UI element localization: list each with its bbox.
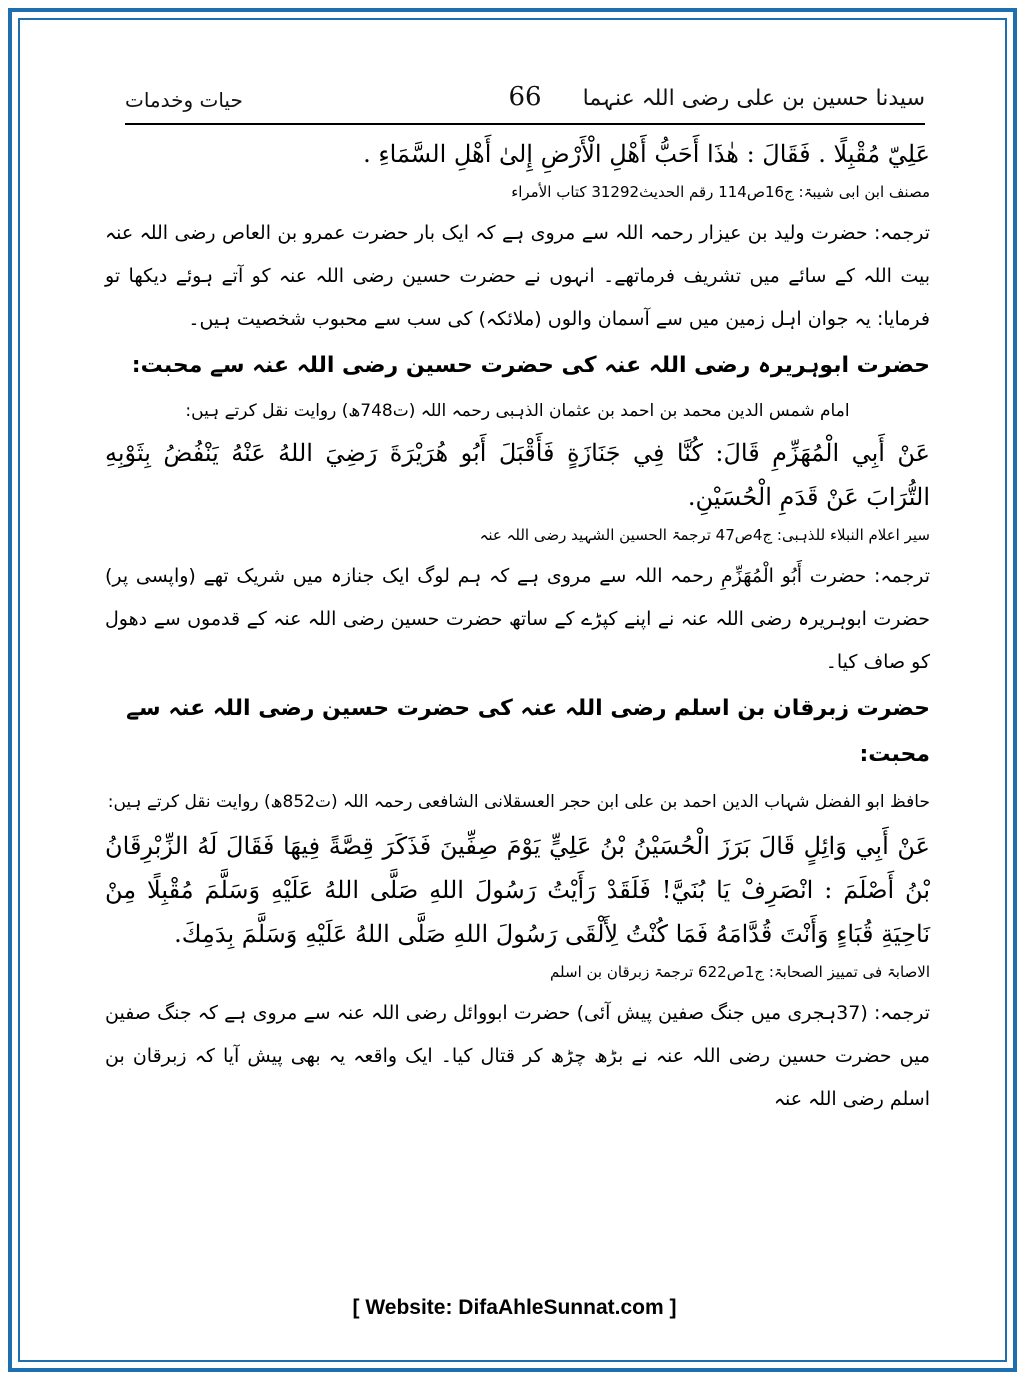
page-header xyxy=(125,80,925,120)
arabic-text-1: عَلِيّ مُقْبِلًا . فَقَالَ : هٰذَا أَحَبُّ أَهْلِ الْأَرْضِ إِلىٰ أَهْلِ السَّمَاءِ . xyxy=(363,140,930,168)
reference-3: الاصابۃ فی تمییز الصحابۃ: ج1ص622 ترجمۃ زبرقان بن اسلم xyxy=(550,963,930,981)
translation-3: ترجمہ: (37ہجری میں جنگ صفین پیش آئی) حضرت ابووائل رضی اللہ عنہ سے مروی ہے کہ جنگ صفین میں حضرت حسین رضی اللہ عنہ نے بڑھ چڑھ کر قتال کیا۔ ایک واقعہ یہ بھی پیش آیا کہ زبرقان بن اسلم رضی اللہ عنہ xyxy=(105,1002,930,1110)
page-content xyxy=(105,132,930,1121)
page-number: 66 xyxy=(508,82,542,112)
narration-intro-2: حافظ ابو الفضل شہاب الدین احمد بن علی ابن حجر العسقلانی الشافعی رحمہ اللہ (ت852ھ) روایت نقل کرتے ہیں: xyxy=(107,792,930,812)
section-heading-1: حضرت ابوہریرہ رضی اللہ عنہ کی حضرت حسین رضی اللہ عنہ سے محبت: xyxy=(131,353,930,378)
translation-2: ترجمہ: حضرت أَبُو الْمُهَزِّمِ رحمہ اللہ سے مروی ہے کہ ہم لوگ ایک جنازہ میں شریک تھے (واپسی پر) حضرت ابوہریرہ رضی اللہ عنہ نے اپنے کپڑے کے ساتھ حضرت حسین رضی اللہ عنہ کے قدموں سے دھول کو صاف کیا۔ xyxy=(105,565,930,673)
arabic-text-2: عَنْ أَبِي الْمُهَزِّمِ قَالَ: كُنَّا فِي جَنَازَةٍ فَأَقْبَلَ أَبُو هُرَيْرَةَ رَضِيَ اللهُ عَنْهُ يَنْفُضُ بِثَوْبِهِ التُّرَابَ عَنْ قَدَمِ الْحُسَيْنِ. xyxy=(105,439,930,511)
section-heading-2: حضرت زبرقان بن اسلم رضی اللہ عنہ کی حضرت حسین رضی اللہ عنہ سے محبت: xyxy=(126,696,930,767)
reference-1: مصنف ابن ابی شیبۃ: ج16ص114 رقم الحدیث31292 کتاب الأمراء xyxy=(511,183,930,201)
arabic-text-3: عَنْ أَبِي وَائِلٍ قَالَ بَرَزَ الْحُسَيْنُ بْنُ عَلِيٍّ يَوْمَ صِفِّينَ فَذَكَرَ قِصَّةً فِيهَا فَقَالَ لَهُ الزِّبْرِقَانُ بْنُ أَصْلَمَ : انْصَرِفْ يَا بُنَيَّ! فَلَقَدْ رَأَيْتُ رَسُولَ اللهِ صَلَّى اللهُ عَلَيْهِ وَسَلَّمَ مُقْبِلًا مِنْ نَاحِيَةِ قُبَاءٍ وَأَنْتَ قُدَّامَهُ فَمَا كُنْتُ لِأَلْقَى رَسُولَ اللهِ صَلَّى اللهُ عَلَيْهِ وَسَلَّمَ بِدَمِكَ. xyxy=(105,832,931,948)
narration-intro-1: امام شمس الدین محمد بن احمد بن عثمان الذہبی رحمہ اللہ (ت748ھ) روایت نقل کرتے ہیں: xyxy=(185,401,850,421)
reference-2: سیر اعلام النبلاء للذہبی: ج4ص47 ترجمۃ الحسین الشہید رضی اللہ عنہ xyxy=(479,526,930,544)
translation-1: ترجمہ: حضرت ولید بن عیزار رحمہ اللہ سے مروی ہے کہ ایک بار حضرت عمرو بن العاص رضی اللہ عنہ بیت اللہ کے سائے میں تشریف فرماتھے۔ انہوں نے حضرت حسین رضی اللہ عنہ کو آتے ہوئے دیکھا تو فرمایا: یہ جوان اہل زمین میں سے آسمان والوں (ملائکہ) کی سب سے محبوب شخصیت ہیں۔ xyxy=(105,222,930,330)
website-footer: [ Website: DifaAhleSunnat.com ] xyxy=(352,1296,677,1319)
book-title: سیدنا حسین بن علی رضی اللہ عنہما xyxy=(582,86,925,111)
header-divider xyxy=(125,123,925,125)
section-title: حیات وخدمات xyxy=(125,88,243,112)
